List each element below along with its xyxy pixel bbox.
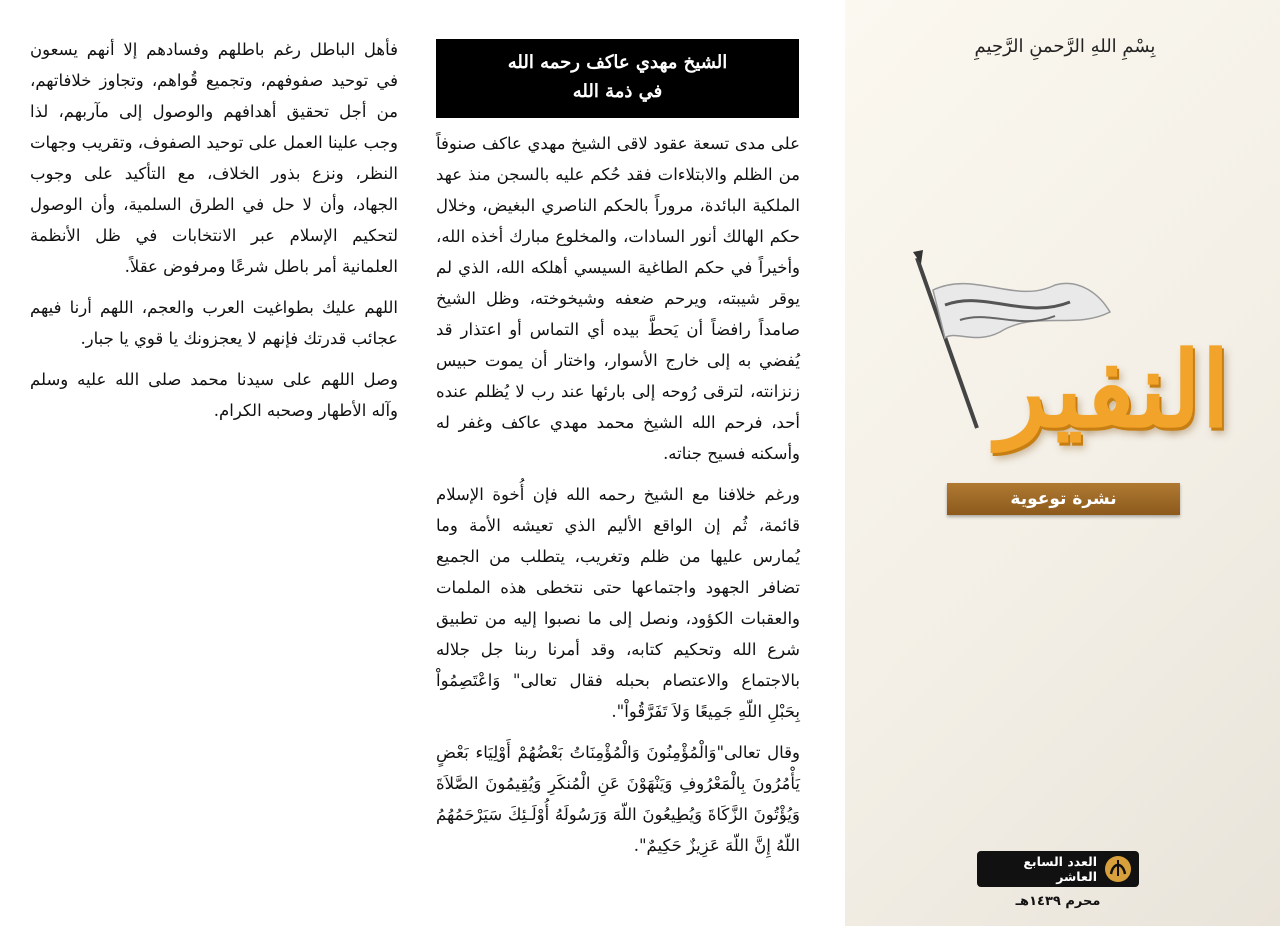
issue-badge — [977, 851, 1139, 887]
issue-date: محرم ١٤٣٩هـ — [1015, 894, 1101, 909]
article-headline — [436, 39, 799, 118]
headline-line-2: في ذمة الله — [572, 81, 663, 102]
article-paragraph: على مدى تسعة عقود لاقى الشيخ مهدي عاكف صنوفاً من الظلم والابتلاءات فقد حُكم عليه بالسجن منذ عهد الملكية البائدة، مروراً بالحكم الناصري البغيض، وخلال حكم الهالك أنور السادات، والمخلوع مبارك أخذه الله، وأخيراً في حكم الطاغية السيسي أهلكه الله، الذي لم يوقر شيبته، ويرحم ضعفه وشيخوخته، وظل الشيخ صامداً رافضاً أن يَحطَّ بيده أي التماس أو اعتذار قد يُفضي به إلى خارج الأسوار، واختار أن يموت حبيس زنزانته، لترقى رُوحه إلى بارئها عند رب لا يُظلم عنده أحد، فرحم الله الشيخ محمد مهدي عاكف وغفر له وأسكنه فسيح جناته. — [436, 134, 800, 463]
publisher-logo-icon — [1103, 854, 1133, 884]
masthead-title: النفير — [996, 328, 1230, 451]
article-paragraph: ورغم خلافنا مع الشيخ رحمه الله فإن أُخوة الإسلام قائمة، ثُم إن الواقع الأليم الذي تعيشه الأمة وما يُمارس عليها من ظلم وتغريب، يتطلب من الجميع تضافر الجهود واجتماعها حتى نتخطى هذه الملمات والعقبات الكؤود، ونصل إلى ما نصبوا إليه من تطبيق شرع الله وتحكيم كتابه، وقد أمرنا ربنا جل جلاله بالاجتماع والاعتصام بحبله فقال تعالى" وَاعْتَصِمُواْ بِحَبْلِ اللّهِ جَمِيعًا وَلاَ تَفَرَّقُواْ". — [436, 485, 800, 721]
headline-line-1: الشيخ مهدي عاكف رحمه الله — [507, 52, 728, 73]
issue-number: العدد السابع العاشر — [1023, 854, 1097, 884]
article-paragraph: اللهم عليك بطواغيت العرب والعجم، اللهم أرنا فيهم عجائب قدرتك فإنهم لا يعجزونك يا قوي يا جبار. — [30, 298, 398, 348]
cover-page — [845, 0, 1280, 926]
basmala: بِسْمِ اللهِ الرَّحمنِ الرَّحِيمِ — [974, 36, 1156, 57]
article-paragraph: وصل اللهم على سيدنا محمد صلى الله عليه وسلم وآله الأطهار وصحبه الكرام. — [30, 370, 398, 420]
subtitle-badge: نشرة توعوية — [947, 483, 1180, 515]
article-paragraph: وقال تعالى"وَالْمُؤْمِنُونَ وَالْمُؤْمِنَاتُ بَعْضُهُمْ أَوْلِيَاء بَعْضٍ يَأْمُرُونَ بِالْمَعْرُوفِ وَيَنْهَوْنَ عَنِ الْمُنكَرِ وَيُقِيمُونَ الصَّلاَةَ وَيُؤْتُونَ الزَّكَاةَ وَيُطِيعُونَ اللّهَ وَرَسُولَهُ أُوْلَـئِكَ سَيَرْحَمُهُمُ اللّهُ إِنَّ اللّهَ عَزِيزٌ حَكِيمٌ". — [436, 743, 800, 855]
article-paragraph: فأهل الباطل رغم باطلهم وفسادهم إلا أنهم يسعون في توحيد صفوفهم، وتجميع قُواهم، وتجاوز خلافاتهم، من أجل تحقيق أهدافهم والوصول إلى مآربهم، لذا وجب علينا العمل على توحيد الصفوف، وتقريب وجهات النظر، ونزع بذور الخلاف، مع التأكيد على وجوب الجهاد، وأن لا حل في الطرق السلمية، وأن الوصول لتحكيم الإسلام عبر الانتخابات في ظل الأنظمة العلمانية أمر باطل شرعًا ومرفوض عقلاً. — [30, 40, 398, 276]
article-column-left — [30, 34, 398, 436]
article-column-middle — [436, 128, 800, 871]
